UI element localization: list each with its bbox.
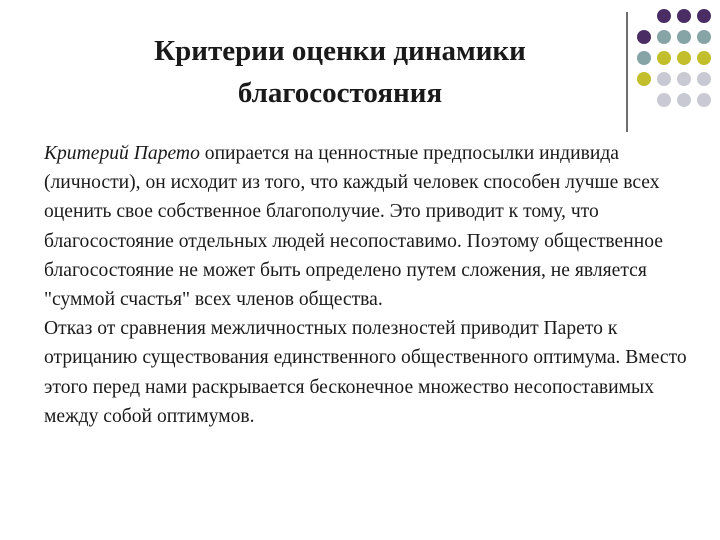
- decor-dot-gray: [697, 93, 711, 107]
- decor-dot-teal: [637, 51, 651, 65]
- decor-dot-gray: [697, 72, 711, 86]
- title-line-2: благосостояния: [237, 77, 443, 109]
- decor-dot-olive: [697, 51, 711, 65]
- decor-dot-olive: [677, 51, 691, 65]
- pareto-criterion-text: опирается на ценностные предпосылки индивида (личности), он исходит из того, что каждый человек способен лучше всех оценить свое собственное благополучие. Это приводит к тому, что благосостояние отдельных людей несопоставимо. Поэтому общественное благосостояние не может быть определено путем сложения, не является "суммой счастья" всех членов общества.: [44, 143, 663, 311]
- divider-line: [626, 12, 628, 132]
- decor-dot-purple: [697, 9, 711, 23]
- paragraph-pareto: [44, 139, 704, 314]
- decorative-dot-grid: [637, 9, 717, 121]
- decor-dot-teal: [677, 30, 691, 44]
- decor-dot-gray: [657, 72, 671, 86]
- decor-dot-purple: [637, 30, 651, 44]
- decor-dot-gray: [657, 93, 671, 107]
- decor-dot-purple: [657, 9, 671, 23]
- decor-dot-olive: [637, 72, 651, 86]
- decor-dot-gray: [677, 72, 691, 86]
- title-line-1: Критерии оценки динамики: [154, 35, 526, 67]
- body-text: [44, 139, 704, 431]
- decor-dot-teal: [697, 30, 711, 44]
- slide-title: [70, 30, 610, 114]
- decor-dot-purple: [677, 9, 691, 23]
- decor-dot-olive: [657, 51, 671, 65]
- decor-dot-gray: [677, 93, 691, 107]
- paragraph-optimum: Отказ от сравнения межличностных полезностей приводит Парето к отрицанию существования единственного общественного оптимума. Вместо этого перед нами раскрывается бесконечное множество несопоставимых между собой оптимумов.: [44, 318, 687, 427]
- decor-dot-teal: [657, 30, 671, 44]
- pareto-criterion-term: Критерий Парето: [44, 143, 200, 164]
